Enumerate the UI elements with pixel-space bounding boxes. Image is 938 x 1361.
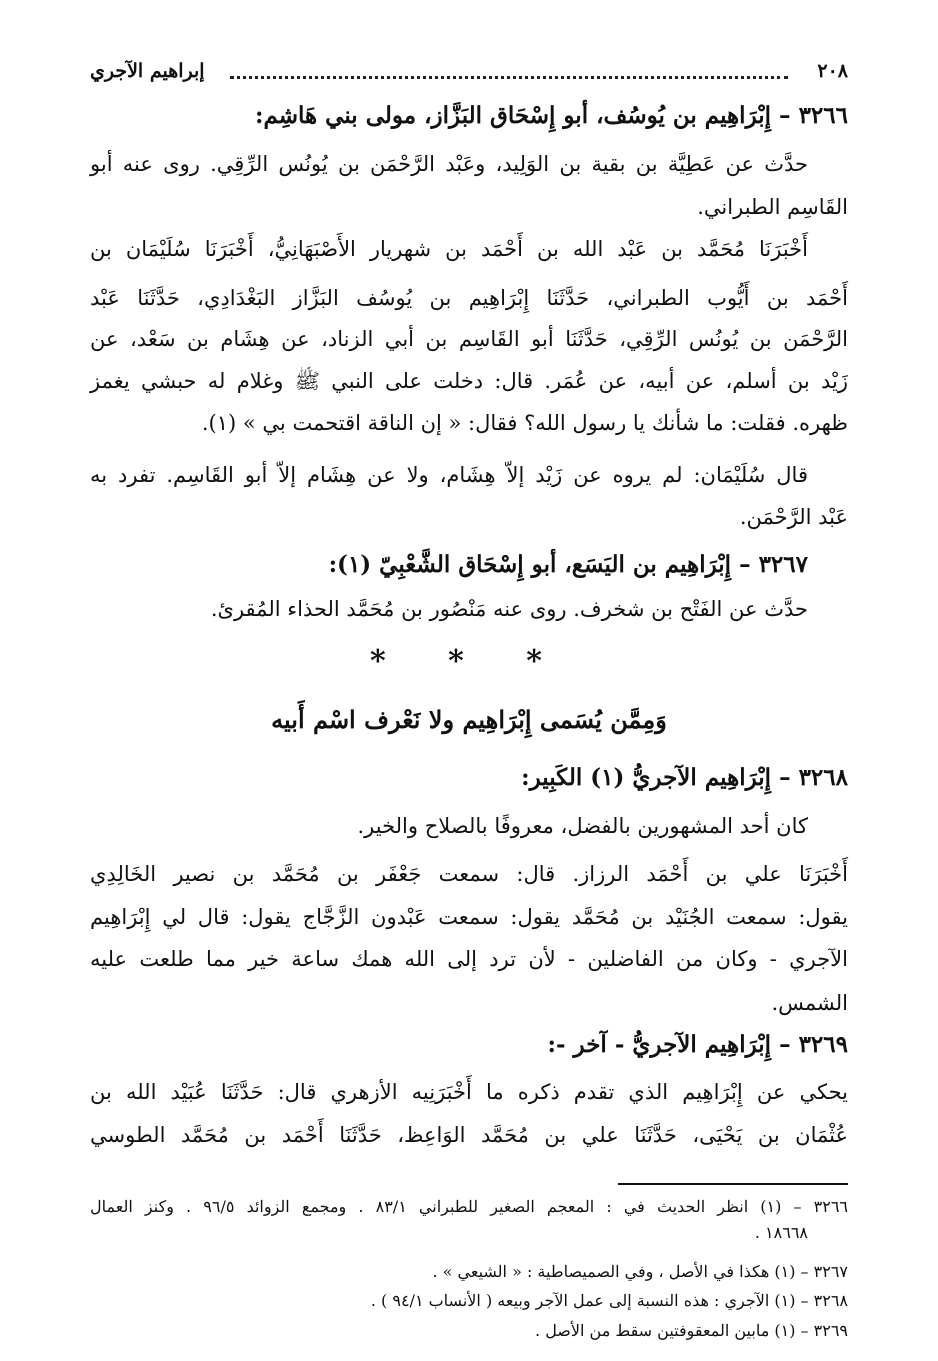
running-header — [90, 60, 848, 90]
running-title: إبراهيم الآجري — [90, 60, 205, 82]
body-line: يقول: سمعت الجُنَيْد بن مُحَمَّد يقول: سمعت عَبْدون الزَّجَّاج يقول: قال لي إِبْرَاهِيم — [90, 905, 848, 929]
body-line: الشمس. — [771, 991, 848, 1015]
body-line: عَبْد الرَّحْمَن. — [739, 505, 848, 529]
body-line: أَخْبَرَنَا علي بن أَحْمَد الرزاز. قال: سمعت جَعْفَر بن مُحَمَّد بن نصير الخَالِدِي — [90, 862, 848, 886]
footnote: ٣٢٦٨ – (١) الآجري : هذه النسبة إلى عمل الآجر وبيعه ( الأنساب ٩٤/١ ) . — [370, 1291, 848, 1310]
body-line: حدَّث عن الفَتْح بن شخرف. روى عنه مَنْصُور بن مُحَمَّد الحذاء المُقرئ. — [210, 597, 808, 621]
entry-title: ٣٢٦٦ – إِبْرَاهِيم بن يُوسُف، أبو إِسْحَاق البَزَّاز، مولى بني هَاشِم: — [254, 102, 848, 129]
page-number: ٢٠٨ — [817, 60, 848, 82]
body-line: أَخْبَرَنَا مُحَمَّد بن عَبْد الله بن أَحْمَد بن شهريار الأَصْبَهَانِيُّ، أَخْبَرَنَا سُلَيْمَان بن — [90, 237, 808, 261]
entry-title: ٣٢٦٩ – إِبْرَاهِيم الآجريُّ - آخر -: — [547, 1031, 848, 1058]
body-line: الآجري - وكان من الفاضلين - لأن ترد إلى الله همك ساعة خير مما طلعت عليه — [90, 947, 848, 971]
footnote: ٣٢٦٩ – (١) مابين المعقوفتين سقط من الأصل . — [535, 1321, 848, 1340]
entry-title: ٣٢٦٧ – إِبْرَاهِيم بن اليَسَع، أبو إِسْحَاق الشَّعْبِيّ (١): — [328, 551, 808, 578]
section-heading: وَمِمَّن يُسَمى إِبْرَاهِيم ولا نَعْرف اسْم أَبيه — [271, 705, 667, 734]
body-line: زَيْد بن أسلم، عن أبيه، عن عُمَر. قال: دخلت على النبي ﷺ وغلام له حبشي يغمز — [90, 369, 848, 393]
section-separator: * * * — [370, 644, 568, 679]
body-line: ظهره. فقلت: ما شأنك يا رسول الله؟ فقال: « إن الناقة اقتحمت بي » (١). — [201, 411, 848, 435]
body-line: الرَّحْمَن بن يُونُس الرِّقِي، حَدَّثَنَا أبو القَاسِم بن أبي الزناد، عن هِشَام بن سَعْد، عن — [90, 327, 848, 351]
body-line: يحكي عن إِبْرَاهِيم الذي تقدم ذكره ما أَخْبَرَنِيه الأزهري قال: حَدَّثَنَا عُبَيْد الله بن — [90, 1080, 848, 1104]
body-line: كان أحد المشهورين بالفضل، معروفًا بالصلاح والخير. — [357, 814, 808, 838]
header-dot-leader — [230, 76, 788, 79]
body-line: عُثْمَان بن يَحْيَى، حَدَّثَنَا علي بن مُحَمَّد الوَاعِظ، حَدَّثَنَا أَحْمَد بن مُحَمَّد الطوسي — [90, 1123, 848, 1147]
body-line: القَاسِم الطبراني. — [697, 195, 848, 219]
body-line: حدَّث عن عَطِيَّة بن بقية بن الوَلِيد، وعَبْد الرَّحْمَن بن يُونُس الرِّقِي. روى عنه أبو — [90, 152, 808, 176]
entry-title: ٣٢٦٨ – إِبْرَاهِيم الآجريُّ (١) الكَبِير: — [521, 764, 848, 791]
body-line: قال سُلَيْمَان: لم يروه عن زَيْد إلاّ هِشَام، ولا عن هِشَام إلاّ أبو القَاسِم. تفرد به — [90, 463, 808, 487]
footnote: ١٨٦٦٨ . — [754, 1223, 808, 1242]
footnote-rule — [618, 1183, 848, 1185]
footnote: ٣٢٦٦ – (١) انظر الحديث في : المعجم الصغير للطبراني ٨٣/١ . ومجمع الزوائد ٩٦/٥ . وكنز العمال — [90, 1197, 849, 1216]
body-line: أَحْمَد بن أَيُّوب الطبراني، حَدَّثَنَا إِبْرَاهِيم بن يُوسُف البَزَّاز البَغْدَادِي، حَدَّثَنَا عَبْد — [90, 286, 848, 310]
footnote: ٣٢٦٧ – (١) هكذا في الأصل ، وفي الصميصاطية : « الشيعي » . — [432, 1262, 848, 1281]
